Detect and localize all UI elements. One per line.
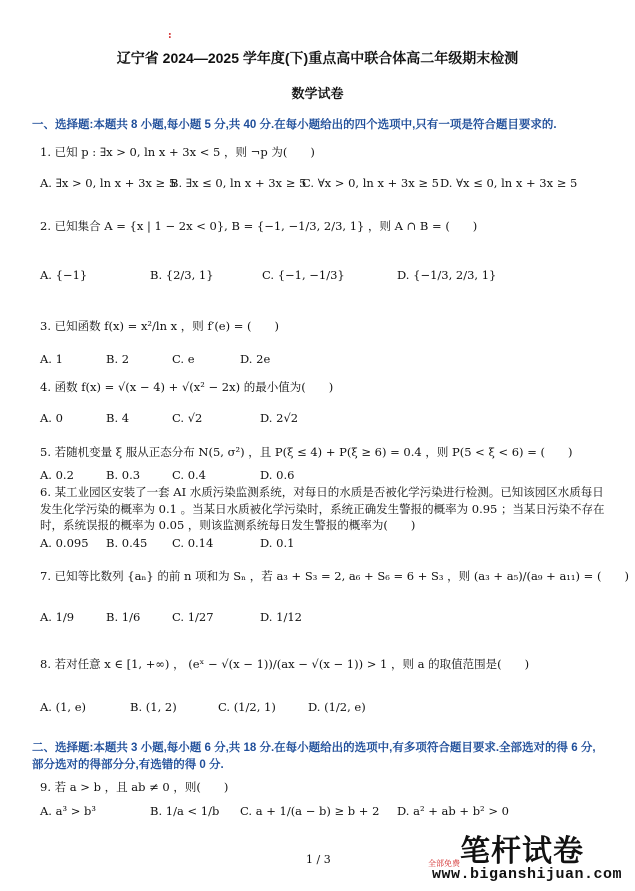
question-5-stem: 5. 若随机变量 ξ 服从正态分布 N(5, σ²) ，且 P(ξ ≤ 4) + P(ξ ≥ 6) = 0.4 ，则 P(5 < ξ < 6) = ( ): [40, 445, 573, 459]
question-3-option-b[interactable]: B. 2: [106, 352, 130, 366]
question-4-option-b[interactable]: B. 4: [106, 411, 130, 425]
question-4-stem: 4. 函数 f(x) = √(x − 4) + √(x² − 2x) 的最小值为( ): [40, 380, 334, 394]
question-3-option-d[interactable]: D. 2e: [240, 352, 271, 366]
question-7-option-c[interactable]: C. 1/27: [172, 610, 214, 624]
question-8-stem: 8. 若对任意 x ∈ [1, +∞) ， (eˣ − √(x − 1))/(ax − √(x − 1)) > 1 ，则 a 的取值范围是( ): [40, 657, 530, 671]
question-9-stem: 9. 若 a > b ，且 ab ≠ 0 ，则( ): [40, 780, 229, 794]
red-mark: :: [168, 30, 172, 41]
question-9-option-a[interactable]: A. a³ > b³: [40, 804, 97, 818]
question-6-option-b[interactable]: B. 0.45: [106, 536, 148, 550]
question-2-stem: 2. 已知集合 A = {x | 1 − 2x < 0}, B = {−1, −1/3, 2/3, 1} ，则 A ∩ B = ( ): [40, 219, 478, 233]
question-7-option-a[interactable]: A. 1/9: [40, 610, 75, 624]
page-number: 1 / 3: [306, 853, 331, 866]
question-3-option-c[interactable]: C. e: [172, 352, 195, 366]
brand-tag: 全部免费: [428, 859, 460, 868]
brand-url[interactable]: www.biganshijuan.com: [432, 866, 623, 883]
question-8-option-d[interactable]: D. (1/2, e): [308, 700, 366, 714]
question-1-option-d[interactable]: D. ∀x ≤ 0, ln x + 3x ≥ 5: [440, 176, 578, 190]
question-3-stem: 3. 已知函数 f(x) = x²/ln x ，则 f′(e) = ( ): [40, 319, 280, 333]
question-5-option-b[interactable]: B. 0.3: [106, 468, 141, 482]
question-6-stem: 6. 某工业园区安装了一套 AI 水质污染监测系统，对每日的水质是否被化学污染进行检测。已知该园区水质每日发生化学污染的概率为 0.1 。当某日水质被化学污染时，系统正确发生警报的概率为 0.95 ；当某日污染不存在时，系统误报的概率为 0.05 ，则该监测系统每日发生警报的概率为( ): [40, 485, 605, 532]
question-4-option-a[interactable]: A. 0: [40, 411, 63, 425]
question-5-option-c[interactable]: C. 0.4: [172, 468, 206, 482]
question-6-option-d[interactable]: D. 0.1: [260, 536, 295, 550]
question-2-option-b[interactable]: B. {2/3, 1}: [150, 268, 214, 282]
question-1-stem: 1. 已知 p : ∃x > 0, ln x + 3x < 5 ，则 ¬p 为( ): [40, 145, 315, 159]
question-5-option-a[interactable]: A. 0.2: [40, 468, 74, 482]
question-1-option-a[interactable]: A. ∃x > 0, ln x + 3x ≥ 5: [40, 176, 177, 190]
question-2-option-c[interactable]: C. {−1, −1/3}: [262, 268, 345, 282]
question-8-option-a[interactable]: A. (1, e): [40, 700, 87, 714]
section-2-heading: 二、选择题:本题共 3 小题,每小题 6 分,共 18 分.在每小题给出的选项中,有多项符合题目要求.全部选对的得 6 分,部分选对的得部分分,有选错的得 0 分.: [32, 742, 596, 771]
exam-title: 辽宁省 2024—2025 学年度(下)重点高中联合体高二年级期末检测: [116, 50, 519, 66]
question-2-option-a[interactable]: A. {−1}: [40, 268, 88, 282]
question-5-option-d[interactable]: D. 0.6: [260, 468, 295, 482]
question-6-option-a[interactable]: A. 0.095: [40, 536, 89, 550]
question-6-option-c[interactable]: C. 0.14: [172, 536, 214, 550]
question-2-option-d[interactable]: D. {−1/3, 2/3, 1}: [397, 268, 497, 282]
exam-subtitle: 数学试卷: [291, 86, 344, 101]
question-7-option-d[interactable]: D. 1/12: [260, 610, 302, 624]
question-9-option-b[interactable]: B. 1/a < 1/b: [150, 804, 220, 818]
brand-logo: 笔杆试卷: [460, 835, 584, 868]
question-8-option-c[interactable]: C. (1/2, 1): [218, 700, 276, 714]
question-4-option-d[interactable]: D. 2√2: [260, 411, 299, 425]
question-7-stem: 7. 已知等比数列 {aₙ} 的前 n 项和为 Sₙ ，若 a₃ + S₃ = 2, a₆ + S₆ = 6 + S₃ ，则 (a₃ + a₅)/(a₉ + a₁₁) = ( ): [40, 569, 629, 583]
question-8-option-b[interactable]: B. (1, 2): [130, 700, 177, 714]
question-3-option-a[interactable]: A. 1: [40, 352, 63, 366]
question-9-option-d[interactable]: D. a² + ab + b² > 0: [397, 804, 509, 818]
question-1-option-c[interactable]: C. ∀x > 0, ln x + 3x ≥ 5: [302, 176, 439, 190]
question-7-option-b[interactable]: B. 1/6: [106, 610, 141, 624]
question-9-option-c[interactable]: C. a + 1/(a − b) ≥ b + 2: [240, 804, 380, 818]
question-1-option-b[interactable]: B. ∃x ≤ 0, ln x + 3x ≥ 5: [170, 176, 307, 190]
section-1-heading: 一、选择题:本题共 8 小题,每小题 5 分,共 40 分.在每小题给出的四个选项中,只有一项是符合题目要求的.: [32, 119, 557, 131]
question-4-option-c[interactable]: C. √2: [172, 411, 203, 425]
